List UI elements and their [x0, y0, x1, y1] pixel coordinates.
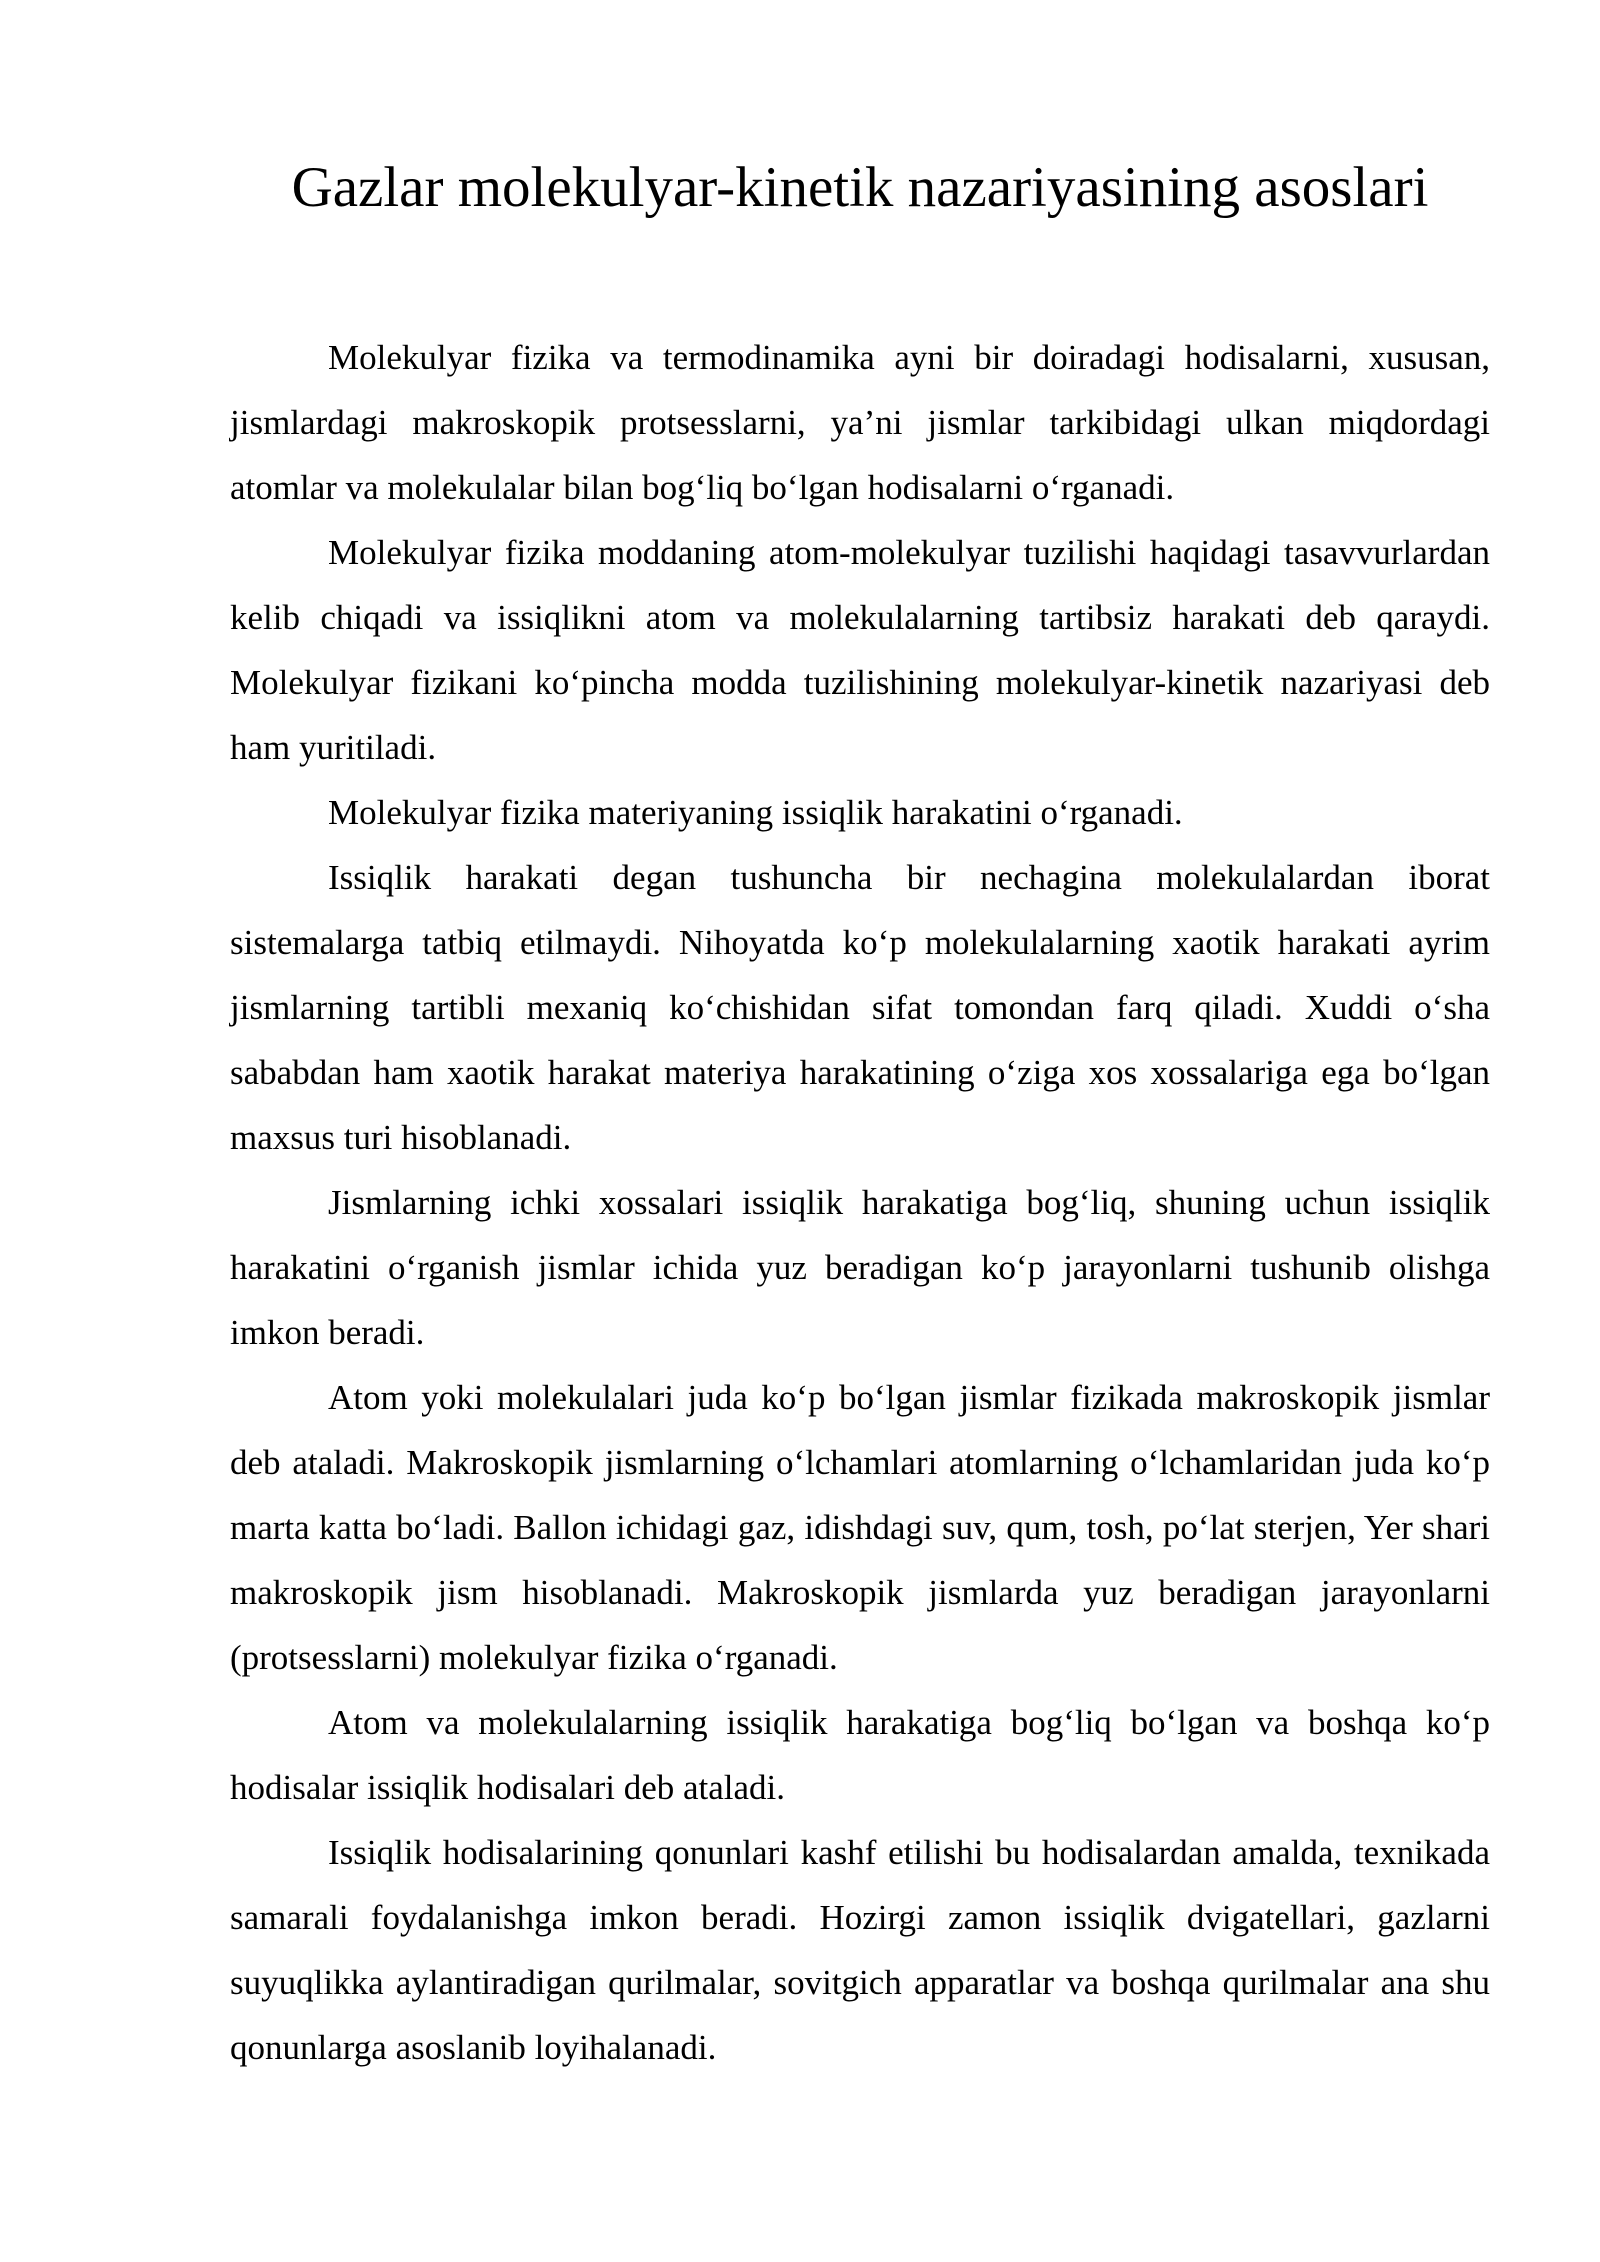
paragraph-8: Issiqlik hodisalarining qonunlari kashf etilishi bu hodisalardan amalda, texnikada samarali foydalanishga imkon beradi. Hozirgi zamon issiqlik dvigatellari, gazlarni suyuqlikka aylantiradigan qurilmalar, sovitgich apparatlar va boshqa qurilmalar ana shu qonunlarga asoslanib loyihalanadi. [230, 1833, 1490, 2067]
paragraph-1: Molekulyar fizika va termodinamika ayni bir doiradagi hodisalarni, xususan, jismlardagi makroskopik protsesslarni, ya’ni jismlar tarkibidagi ulkan miqdordagi atomlar va molekulalar bilan bog‘liq bo‘lgan hodisalarni o‘rganadi. [230, 338, 1490, 507]
paragraph-6: Atom yoki molekulalari juda ko‘p bo‘lgan jismlar fizikada makroskopik jismlar deb ataladi. Makroskopik jismlarning o‘lchamlari atomlarning o‘lchamlaridan juda ko‘p marta katta bo‘ladi. Ballon ichidagi gaz, idishdagi suv, qum, tosh, po‘lat sterjen, Yer shari makroskopik jism hisoblanadi. Makroskopik jismlarda yuz beradigan jarayonlarni (protsesslarni) molekulyar fizika o‘rganadi. [230, 1378, 1490, 1677]
paragraph-5: Jismlarning ichki xossalari issiqlik harakatiga bog‘liq, shuning uchun issiqlik harakatini o‘rganish jismlar ichida yuz beradigan ko‘p jarayonlarni tushunib olishga imkon beradi. [230, 1183, 1490, 1352]
paragraph-2: Molekulyar fizika moddaning atom-molekulyar tuzilishi haqidagi tasavvurlardan kelib chiqadi va issiqlikni atom va molekulalarning tartibsiz harakati deb qaraydi. Molekulyar fizikani ko‘pincha modda tuzilishining molekulyar-kinetik nazariyasi deb ham yuritiladi. [230, 533, 1490, 767]
document-title: Gazlar molekulyar-kinetik nazariyasining asoslari [291, 156, 1429, 219]
document-body [230, 325, 1490, 2080]
paragraph-7: Atom va molekulalarning issiqlik harakatiga bog‘liq bo‘lgan va boshqa ko‘p hodisalar issiqlik hodisalari deb ataladi. [230, 1703, 1490, 1807]
paragraph-3: Molekulyar fizika materiyaning issiqlik harakatini o‘rganadi. [328, 793, 1183, 832]
paragraph-4: Issiqlik harakati degan tushuncha bir nechagina molekulalardan iborat sistemalarga tatbiq etilmaydi. Nihoyatda ko‘p molekulalarning xaotik harakati ayrim jismlarning tartibli mexaniq ko‘chishidan sifat tomondan farq qiladi. Xuddi o‘sha sababdan ham xaotik harakat materiya harakatining o‘ziga xos xossalariga ega bo‘lgan maxsus turi hisoblanadi. [230, 858, 1490, 1157]
